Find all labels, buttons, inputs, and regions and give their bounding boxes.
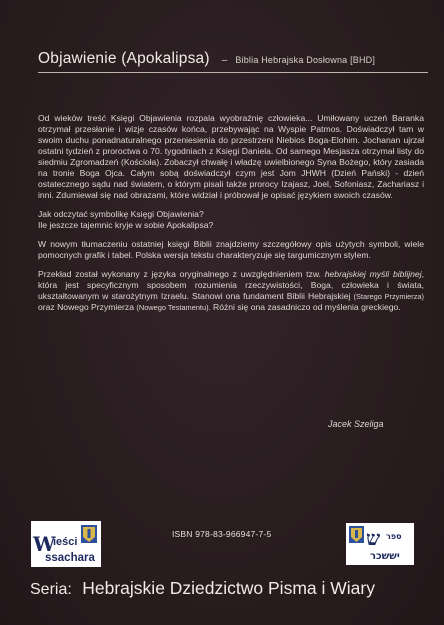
logo-text-2: ssachara xyxy=(45,552,95,564)
blurb-paragraph-2: W nowym tłumaczeniu ostatniej księgi Biblii znajdziemy szczegółowy opis użytych symboli, wiele pomocnych grafik i tabel. Polska wersja tekstu charakteryzuje się targumicznym stylem. xyxy=(38,239,424,260)
p3-part-c: oraz Nowego Przymierza xyxy=(38,302,134,312)
author-signature: Jacek Szeliga xyxy=(328,419,384,429)
blurb-paragraph-3 xyxy=(38,269,424,313)
logo-hebrew-1: ספר xyxy=(386,532,402,541)
book-subtitle: Biblia Hebrajska Dosłowna [BHD] xyxy=(235,55,376,65)
series-name: Hebrajskie Dziedzictwo Pisma i Wiary xyxy=(82,578,375,598)
logo-w-letter: W xyxy=(33,532,56,556)
blurb-question-2: Ile jeszcze tajemnic kryje w sobie Apokalipsa? xyxy=(38,220,214,230)
p3-part-a: Przekład został wykonany z języka oryginalnego z uwzględnieniem tzw. xyxy=(38,269,321,279)
series-line xyxy=(30,578,430,599)
emblem-icon xyxy=(81,525,97,543)
emblem-icon xyxy=(349,526,364,543)
publisher-logo-right xyxy=(346,523,414,565)
logo-hebrew-2: יששכר xyxy=(370,551,400,562)
p3-small-1: (Starego Przymierza) xyxy=(353,292,424,301)
title-dash: – xyxy=(221,55,228,66)
p3-small-2: (Nowego Testamentu). xyxy=(136,303,211,312)
blurb-question-1: Jak odczytać symbolikę Księgi Objawienia? xyxy=(38,209,204,219)
series-label: Seria: xyxy=(30,581,72,598)
publisher-logo-left xyxy=(31,521,101,567)
logo-shin-letter: ש xyxy=(366,526,381,550)
p3-emphasis: hebrajskiej myśli biblijnej xyxy=(324,269,422,279)
p3-part-b: , która jest specyficznym sposobem rozumienia rzeczywistości, Boga, człowieka i świata, ukształtowanym w starożytnym Izraelu. Stanowi ona fundament Biblii Hebrajskiej xyxy=(38,269,425,301)
blurb-paragraph-1: Od wieków treść Księgi Objawienia rozpala wyobraźnię człowieka... Umiłowany uczeń Baranka otrzymał przesłanie i wizje czasów końca, przebywając na Wyspie Patmos. Doświadczył tam w swoim duchu ponadnaturalnego przeniesienia do przestrzeni Niebios Boga-Elohim. Jochanan ujrzał ostatni tydzień z proroctwa o 70. tygodniach z Księgi Daniela. Od samego Mesjasza otrzymał listy do siedmiu Zgromadzeń (Kościoła). Zobaczył chwałę i władzę uwielbionego Syna Bożego, który zasiada na tronie Boga Ojca. Całym sobą doświadczył czym jest Jom JHWH (Dzień Pański) - dzień ostatecznego sądu nad światem, o którym pisali także prorocy Izajasz, Joel, Sofoniasz, Zachariasz i inni. Zdumiewał się nad obrazami, które widział i próbował je opisać językiem swoich czasów. xyxy=(38,113,424,200)
p3-part-d: Różni się ona zasadniczo od myślenia greckiego. xyxy=(210,302,401,312)
header xyxy=(38,50,428,68)
blurb xyxy=(38,113,424,321)
header-rule xyxy=(38,72,428,73)
logo-text-1: ieści xyxy=(53,536,78,548)
isbn: ISBN 978-83-966947-7-5 xyxy=(172,529,272,539)
book-title: Objawienie (Apokalipsa) xyxy=(38,50,210,67)
